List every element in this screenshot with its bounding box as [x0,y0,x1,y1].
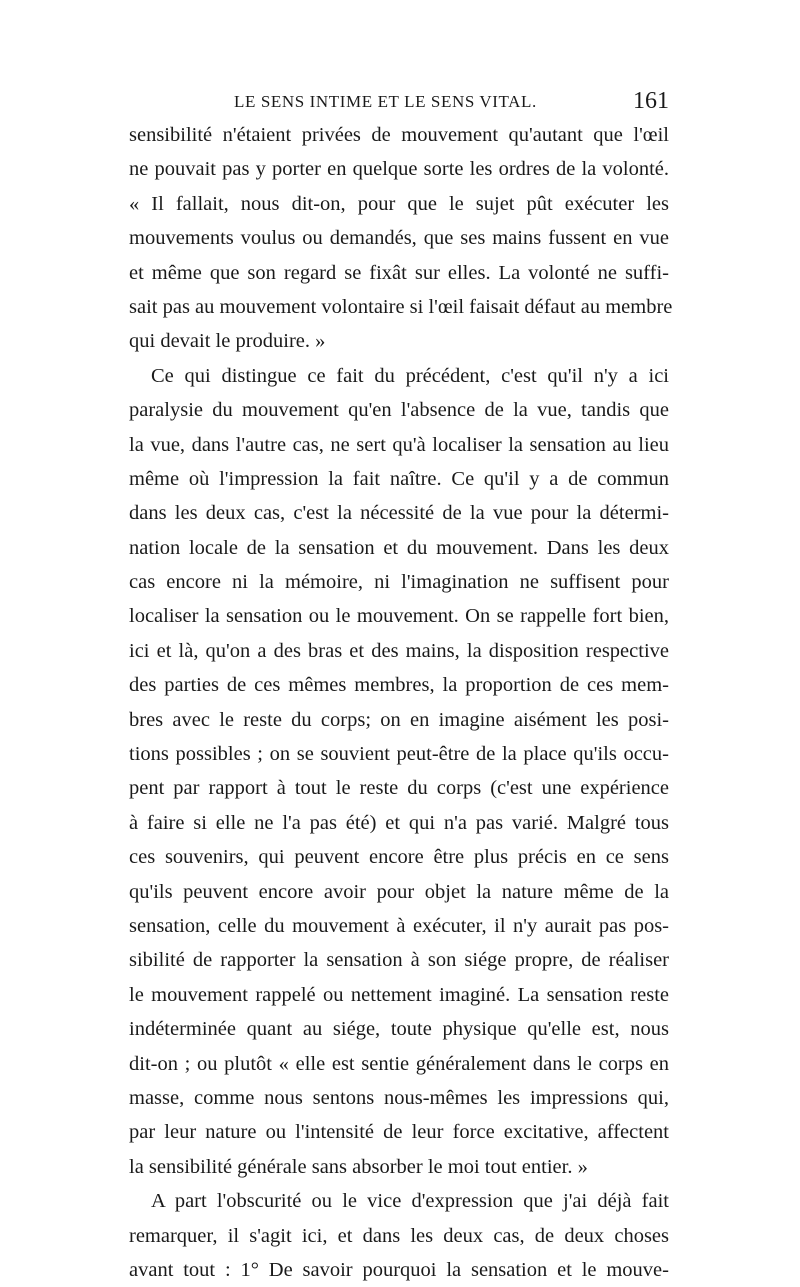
text-line: sensation, celle du mouvement à exécuter, il n'y aurait pas pos- [129,914,669,937]
text-line: nation locale de la sensation et du mouvement. Dans les deux [129,536,669,559]
text-line: ces souvenirs, qui peuvent encore être plus précis en ce sens [129,846,669,869]
text-line: mouvements voulus ou demandés, que ses mains fussent en vue [129,227,669,250]
text-line: qu'ils peuvent encore avoir pour objet la nature même de la [129,880,669,903]
text-line: dit-on ; ou plutôt « elle est sentie généralement dans le corps en [129,1052,669,1075]
text-line: ne pouvait pas y porter en quelque sorte les ordres de la volonté. [129,158,669,181]
text-line: par leur nature ou l'intensité de leur force excitative, affectent [129,1121,669,1144]
text-line: à faire si elle ne l'a pas été) et qui n'a pas varié. Malgré tous [129,811,669,834]
page-header [127,90,669,118]
text-line: masse, comme nous sentons nous-mêmes les impressions qui, [129,1086,669,1109]
text-line: bres avec le reste du corps; on en imagine aisément les posi- [129,708,669,731]
text-line: sait pas au mouvement volontaire si l'œil faisait défaut au membre [129,295,673,318]
body-text [129,118,673,1287]
text-line: dans les deux cas, c'est la nécessité de la vue pour la détermi- [129,502,669,525]
text-line: A part l'obscurité ou le vice d'expression que j'ai déjà fait [151,1190,669,1213]
text-line: « Il fallait, nous dit-on, pour que le sujet pût exécuter les [129,192,669,215]
text-line: qui devait le produire. » [129,330,326,353]
text-line: ici et là, qu'on a des bras et des mains, la disposition respective [129,639,669,662]
running-title: LE SENS INTIME ET LE SENS VITAL. [234,92,537,111]
text-line: remarquer, il s'agit ici, et dans les deux cas, de deux choses [129,1224,669,1247]
page-number: 161 [633,88,669,114]
text-line: tions possibles ; on se souvient peut-être de la place qu'ils occu- [129,743,669,766]
text-line: le mouvement rappelé ou nettement imaginé. La sensation reste [129,983,669,1006]
text-line: même où l'impression la fait naître. Ce qu'il y a de commun [129,467,669,490]
text-line: des parties de ces mêmes membres, la proportion de ces mem- [129,674,669,697]
text-line: la vue, dans l'autre cas, ne sert qu'à localiser la sensation au lieu [129,433,669,456]
text-line: et même que son regard se fixât sur elles. La volonté ne suffi- [129,261,669,284]
text-line: paralysie du mouvement qu'en l'absence de la vue, tandis que [129,399,669,422]
text-line: la sensibilité générale sans absorber le moi tout entier. » [129,1155,588,1178]
text-line: indéterminée quant au siége, toute physique qu'elle est, nous [129,1018,669,1041]
text-line: pent par rapport à tout le reste du corps (c'est une expérience [129,777,669,800]
text-line: localiser la sensation ou le mouvement. On se rappelle fort bien, [129,605,669,628]
text-line: Ce qui distingue ce fait du précédent, c'est qu'il n'y a ici [151,364,669,387]
text-line: avant tout : 1° De savoir pourquoi la sensation et le mouve- [129,1258,669,1281]
text-line: sensibilité n'étaient privées de mouvement qu'autant que l'œil [129,124,669,146]
text-line: sibilité de rapporter la sensation à son siége propre, de réaliser [129,949,669,972]
text-line: cas encore ni la mémoire, ni l'imagination ne suffisent pour [129,571,669,594]
